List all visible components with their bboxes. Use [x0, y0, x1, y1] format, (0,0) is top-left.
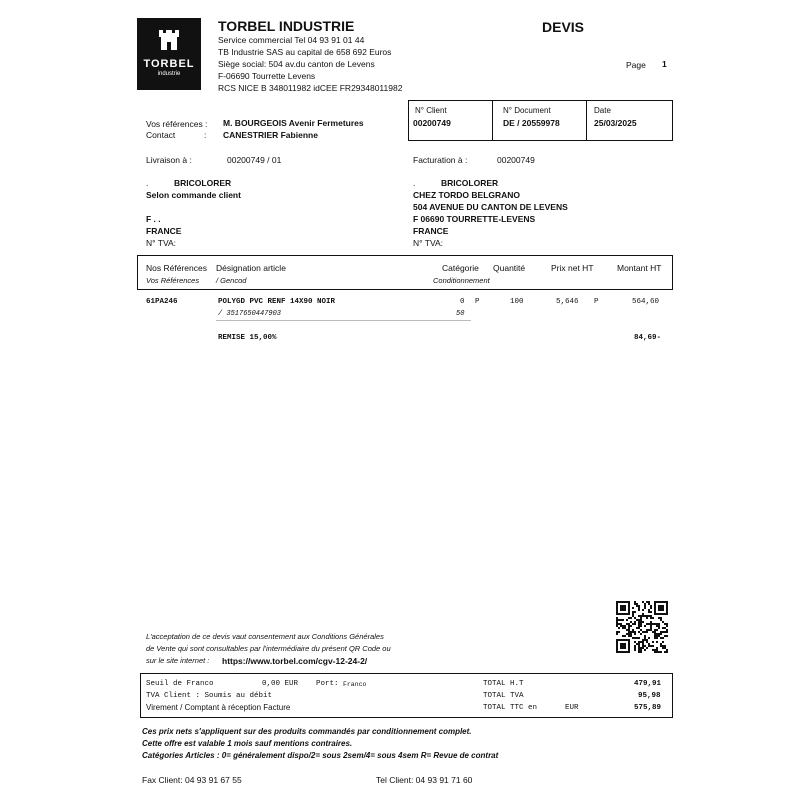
- col-category: Catégorie: [442, 263, 479, 273]
- document-date: 25/03/2025: [594, 118, 637, 128]
- delivery-label: Livraison à :: [146, 155, 192, 165]
- footer-tel: Tel Client: 04 93 91 71 60: [376, 775, 473, 785]
- delivery-city: F . .: [146, 214, 161, 224]
- billing-country: FRANCE: [413, 226, 449, 236]
- document-number-label: N° Document: [503, 106, 551, 115]
- item-price: 5,646: [556, 298, 579, 306]
- discount-amount: 84,69-: [634, 334, 662, 342]
- document-number: DE / 20559978: [503, 118, 560, 128]
- page-number: 1: [662, 59, 667, 69]
- divider: [492, 100, 493, 140]
- note-line: Cette offre est valable 1 mois sauf mentions contraires.: [142, 739, 353, 748]
- castle-tower-icon: [157, 28, 181, 50]
- delivery-country: FRANCE: [146, 226, 182, 236]
- billing-dot: .: [413, 178, 416, 188]
- company-name: TORBEL INDUSTRIE: [218, 18, 355, 34]
- contact-label: Contact: [146, 130, 176, 140]
- billing-name: BRICOLORER: [441, 178, 499, 188]
- acceptance-text: L'acceptation de ce devis vaut consentement aux Conditions Générales: [146, 632, 384, 641]
- tva-client: TVA Client : Soumis au débit: [146, 692, 273, 700]
- delivery-name: BRICOLORER: [174, 178, 232, 188]
- col-packaging: Conditionnement: [433, 276, 490, 285]
- col-designation: Désignation article: [216, 263, 286, 273]
- billing-code: 00200749: [497, 155, 535, 165]
- delivery-line: Selon commande client: [146, 190, 241, 200]
- total-ht: 479,91: [634, 680, 662, 688]
- franco-value: 0,00 EUR: [262, 680, 299, 688]
- item-reference: 61PA246: [146, 298, 178, 306]
- col-amount: Montant HT: [617, 263, 662, 273]
- logo-subtext: industrie: [157, 71, 181, 77]
- item-designation: POLYGD PVC RENF 14X90 NOIR: [218, 298, 336, 306]
- col-net-price: Prix net HT: [551, 263, 594, 273]
- total-ttc-label: TOTAL TTC en: [483, 704, 538, 712]
- total-ttc: 575,89: [634, 704, 662, 712]
- contact-name: CANESTRIER Fabienne: [223, 130, 318, 140]
- document-type: DEVIS: [542, 19, 585, 35]
- qr-code[interactable]: [616, 601, 668, 653]
- billing-line: CHEZ TORDO BELGRANO: [413, 190, 521, 200]
- your-reference-label: Vos références :: [146, 119, 208, 129]
- row-separator: [216, 320, 471, 321]
- cgv-link[interactable]: https://www.torbel.com/cgv-12-24-2/: [222, 656, 368, 666]
- item-gencod: / 3517650447903: [218, 310, 282, 318]
- item-amount: 564,60: [632, 298, 660, 306]
- client-number: 00200749: [413, 118, 451, 128]
- company-line: F-06690 Tourrette Levens: [218, 71, 316, 81]
- billing-line: 504 AVENUE DU CANTON DE LEVENS: [413, 202, 568, 212]
- company-line: Siège social: 504 av.du canton de Levens: [218, 59, 375, 69]
- item-category: 0: [460, 298, 465, 306]
- total-ht-label: TOTAL H.T: [483, 680, 524, 688]
- acceptance-text: de Vente qui sont consultables par l'intermédiaire du présent QR Code ou: [146, 644, 391, 653]
- note-line: Ces prix nets s'appliquent sur des produits commandés par conditionnement complet.: [142, 727, 472, 736]
- delivery-dot: .: [146, 178, 149, 188]
- contact-separator: :: [204, 130, 207, 140]
- client-number-label: N° Client: [415, 106, 447, 115]
- col-quantity: Quantité: [493, 263, 526, 273]
- footer-fax: Fax Client: 04 93 91 67 55: [142, 775, 242, 785]
- item-packaging: 50: [456, 310, 465, 318]
- company-logo: [137, 18, 201, 90]
- total-tva-label: TOTAL TVA: [483, 692, 524, 700]
- discount-label: REMISE 15,00%: [218, 334, 277, 342]
- item-price-unit: P: [594, 298, 599, 306]
- company-line: TB Industrie SAS au capital de 658 692 Euros: [218, 47, 392, 57]
- note-line: Catégories Articles : 0= généralement dispo/2= sous 2sem/4= sous 4sem R= Revue de contrat: [142, 751, 499, 760]
- col-gencod: / Gencod: [216, 276, 247, 285]
- billing-label: Facturation à :: [413, 155, 468, 165]
- your-reference: M. BOURGEOIS Avenir Fermetures: [223, 118, 364, 128]
- franco-label: Seuil de Franco: [146, 680, 214, 688]
- col-our-references: Nos Références: [146, 263, 207, 273]
- billing-city: F 06690 TOURRETTE-LEVENS: [413, 214, 536, 224]
- acceptance-text: sur le site internet :: [146, 656, 210, 665]
- item-category-unit: P: [475, 298, 480, 306]
- logo-text: TORBEL: [143, 58, 195, 70]
- date-label: Date: [594, 106, 611, 115]
- payment-terms: Virement / Comptant à réception Facture: [146, 703, 291, 712]
- delivery-code: 00200749 / 01: [227, 155, 282, 165]
- item-quantity: 100: [510, 298, 524, 306]
- company-line: RCS NICE B 348011982 idCEE FR29348011982: [218, 83, 403, 93]
- page-label: Page: [626, 60, 646, 70]
- total-tva: 95,98: [638, 692, 661, 700]
- col-your-references: Vos Références: [146, 276, 200, 285]
- port-value: Franco: [343, 681, 367, 688]
- divider: [586, 100, 587, 140]
- total-ttc-currency: EUR: [565, 704, 579, 712]
- billing-tva: N° TVA:: [413, 238, 444, 248]
- delivery-tva: N° TVA:: [146, 238, 177, 248]
- port-label: Port:: [316, 680, 339, 688]
- company-line: Service commercial Tel 04 93 91 01 44: [218, 35, 365, 45]
